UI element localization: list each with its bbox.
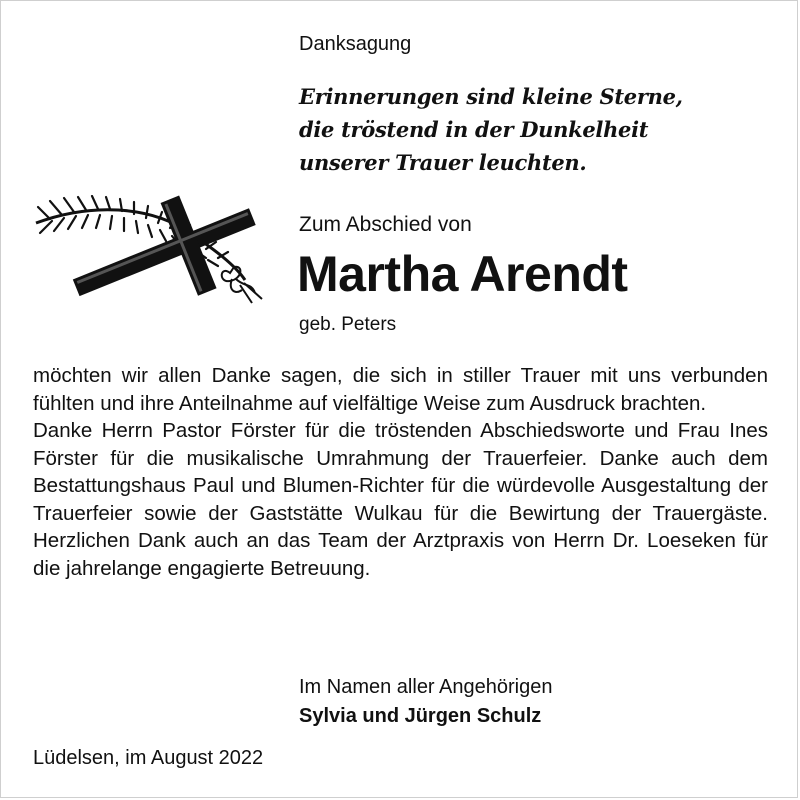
notice-heading: Danksagung [299, 33, 412, 55]
thanks-paragraph: Danke Herrn Pastor Förster für die tröstenden Abschiedsworte und Frau Ines Förster für die musikalische Umrahmung der Trauerfeier. Danke auch dem Bestattungshaus Paul und Blumen-Richter für die würdevolle Ausgestaltung der Trauerfeier sowie der Gaststätte Wulkau für die Bewirtung der Trauergäste. Herzlichen Dank auch an das Team der Arztpraxis von Herrn Dr. Loeseken für die jahrelange engagierte Betreuung. [33, 419, 768, 580]
deceased-name: Martha Arendt [297, 246, 628, 302]
place-and-date: Lüdelsen, im August 2022 [33, 747, 264, 769]
signature-intro: Im Namen aller Angehörigen [299, 676, 553, 698]
thanks-body [33, 362, 768, 582]
maiden-name: geb. Peters [299, 314, 397, 335]
memorial-quote [299, 80, 719, 179]
quote-line: die tröstend in der Dunkelheit [299, 117, 649, 142]
cross-with-palm-branch-icon [30, 195, 270, 310]
quote-line: Erinnerungen sind kleine Sterne, [299, 84, 683, 109]
quote-line: unserer Trauer leuchten. [299, 150, 587, 175]
farewell-line: Zum Abschied von [299, 213, 472, 236]
thanks-paragraph: möchten wir allen Danke sagen, die sich in stiller Trauer mit uns verbunden fühlten und ihre Anteilnahme auf vielfältige Weise zum Ausdruck brachten. [33, 364, 768, 415]
signature-names: Sylvia und Jürgen Schulz [299, 705, 542, 727]
